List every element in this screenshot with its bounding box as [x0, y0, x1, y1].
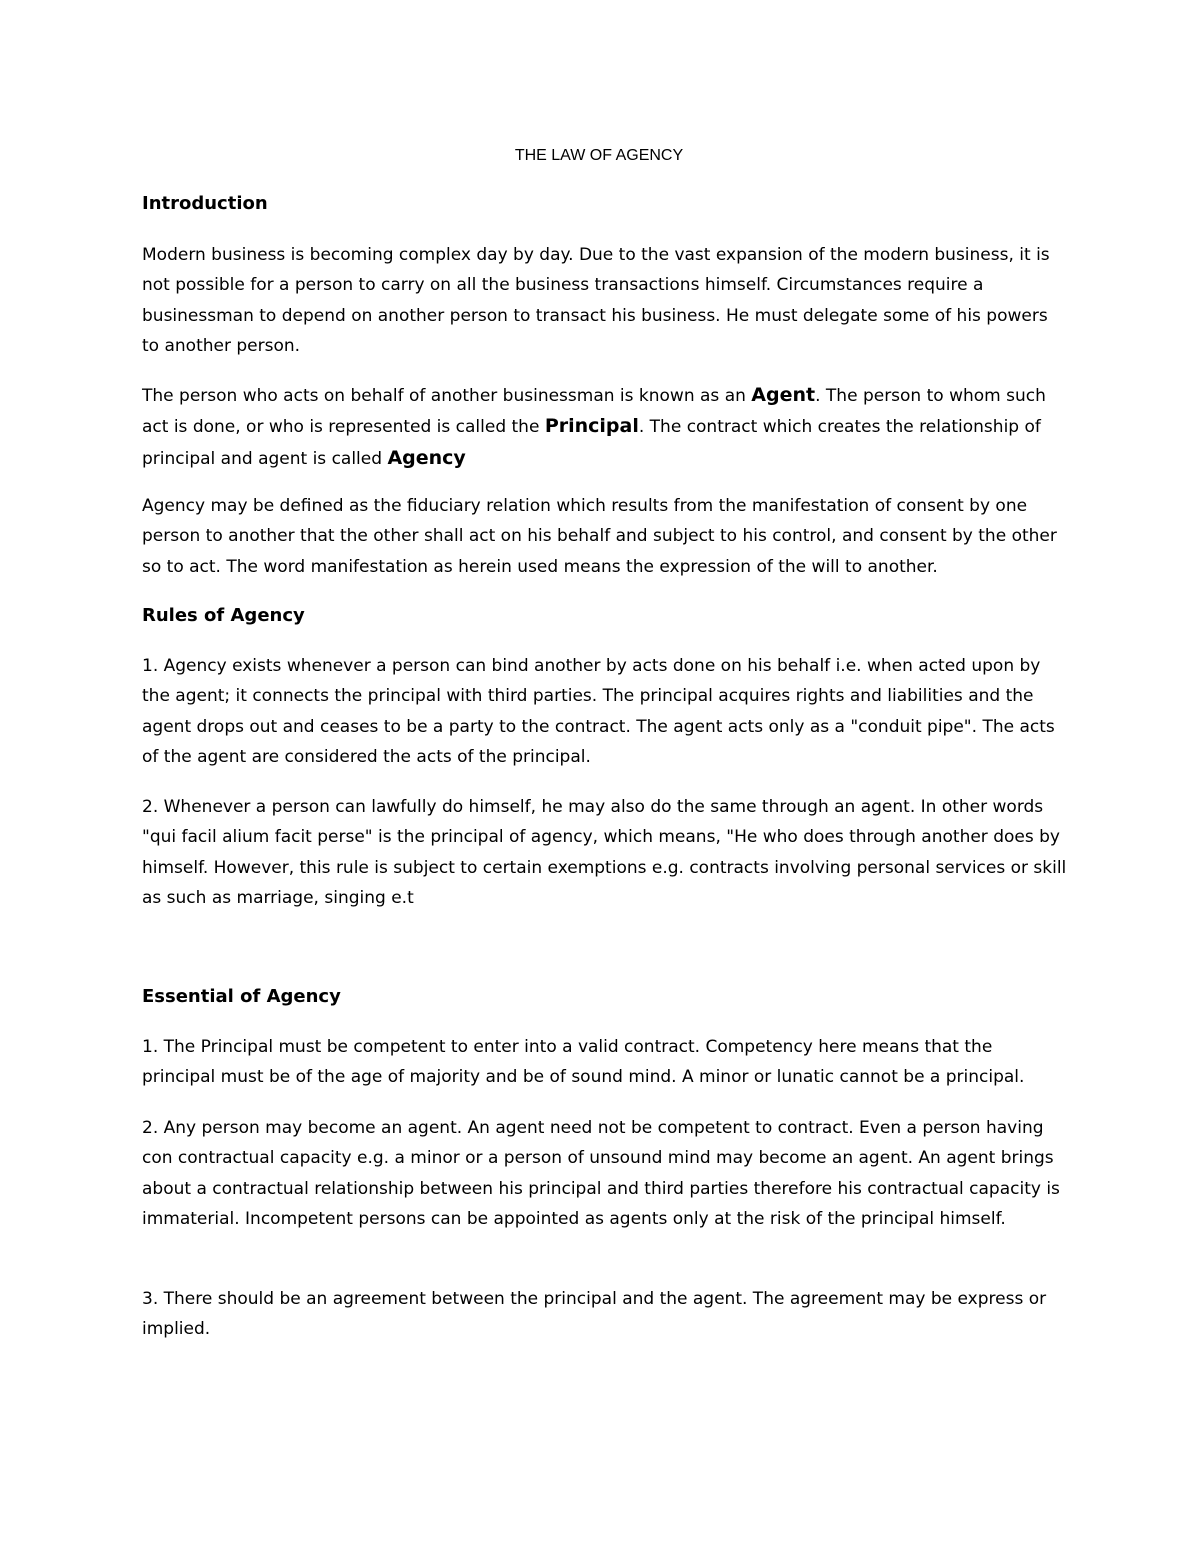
- heading-essential-of-agency: Essential of Agency: [142, 986, 341, 1007]
- essentials-paragraph-2: 2. Any person may become an agent. An agent need not be competent to contract. Even a person having con contractual capacity e.g. a minor or a person of unsound mind may become an agent. An agent brings about a contractual relationship between his principal and third parties therefore his contractual capacity is immaterial. Incompetent persons can be appointed as agents only at the risk of the principal himself.: [142, 1118, 1060, 1229]
- heading-rules-of-agency: Rules of Agency: [142, 605, 305, 626]
- document-title: THE LAW OF AGENCY: [514, 147, 684, 164]
- intro-paragraph-3: Agency may be defined as the fiduciary relation which results from the manifestation of consent by one person to another that the other shall act on his behalf and subject to his control, and consent by the other so to act. The word manifestation as herein used means the expression of the will to another.: [142, 496, 1057, 577]
- heading-introduction: Introduction: [142, 193, 268, 214]
- intro-p2-text-3: . The contract which creates the relationship of principal and agent is called: [142, 417, 1041, 469]
- intro-paragraph-1: Modern business is becoming complex day by day. Due to the vast expansion of the modern business, it is not possible for a person to carry on all the business transactions himself. Circumstances require a businessman to depend on another person to transact his business. He must delegate some of his powers to another person.: [142, 245, 1050, 356]
- essentials-paragraph-3: 3. There should be an agreement between the principal and the agent. The agreement may be express or implied.: [142, 1289, 1047, 1340]
- essentials-paragraph-1: 1. The Principal must be competent to enter into a valid contract. Competency here means that the principal must be of the age of majority and be of sound mind. A minor or lunatic cannot be a principal.: [142, 1037, 1025, 1088]
- rules-paragraph-1: 1. Agency exists whenever a person can bind another by acts done on his behalf i.e. when acted upon by the agent; it connects the principal with third parties. The principal acquires rights and liabilities and the agent drops out and ceases to be a party to the contract. The agent acts only as a "conduit pipe". The acts of the agent are considered the acts of the principal.: [142, 656, 1055, 767]
- intro-p2-text-2: . The person to whom such act is done, or who is represented is called the: [142, 386, 1046, 438]
- intro-paragraph-2: [142, 380, 1067, 474]
- term-agency: Agency: [387, 446, 466, 469]
- term-principal: Principal: [544, 415, 639, 438]
- term-agent: Agent: [751, 384, 816, 406]
- rules-paragraph-2: 2. Whenever a person can lawfully do himself, he may also do the same through an agent. In other words "qui facil alium facit perse" is the principal of agency, which means, "He who does through another does by himself. However, this rule is subject to certain exemptions e.g. contracts involving personal services or skill as such as marriage, singing e.t: [142, 797, 1067, 908]
- intro-p2-text-1: The person who acts on behalf of another businessman is known as an: [142, 386, 752, 406]
